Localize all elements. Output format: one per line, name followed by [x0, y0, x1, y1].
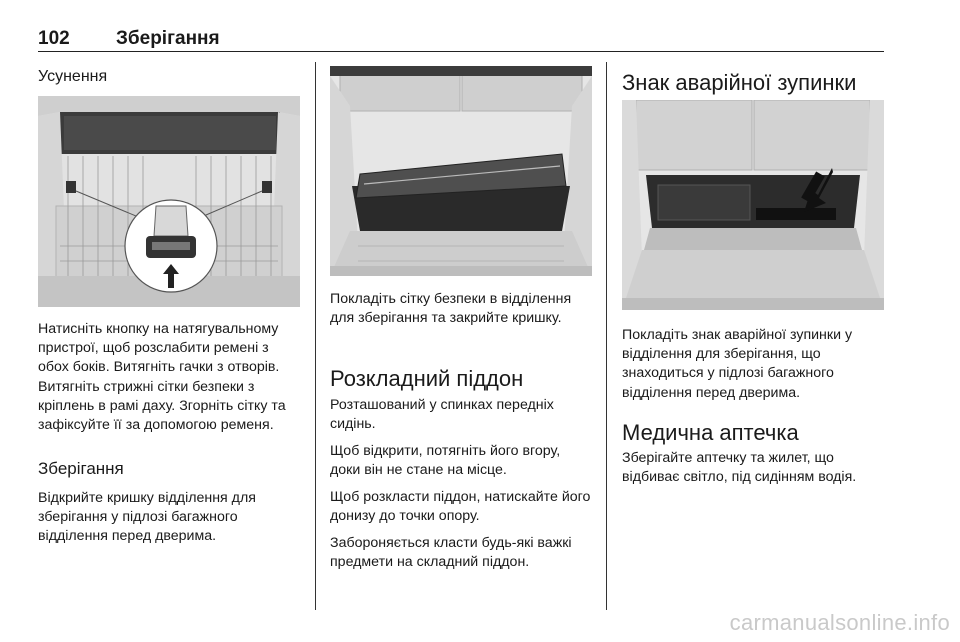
header-rule — [38, 51, 884, 52]
figure-warning-triangle — [622, 100, 884, 310]
section-title-removal: Усунення — [38, 68, 108, 85]
paragraph-tray-fold: Щоб розкласти піддон, натискайте його донизу до точки опору. — [330, 489, 591, 525]
heading-first-aid-kit: Медична аптечка — [622, 420, 799, 445]
figure-safety-net-removal — [38, 96, 300, 307]
paragraph-place-triangle: Покладіть знак аварійної зупинки у відділення для зберігання, що знаходиться у підлозі багажного відділення перед дверима. — [622, 327, 853, 401]
heading-storage: Зберігання — [38, 459, 124, 478]
page-number: 102 — [38, 28, 70, 49]
paragraph-tray-open: Щоб відкрити, потягніть його вгору, доки він не стане на місце. — [330, 443, 561, 479]
column-divider-2 — [606, 62, 607, 610]
paragraph-tray-warning: Забороняється класти будь-які важкі предмети на складний піддон. — [330, 535, 572, 571]
watermark: carmanualsonline.info — [729, 610, 950, 635]
illustration-safety-net-tensioner — [38, 96, 300, 307]
illustration-storage-compartment — [330, 66, 592, 276]
illustration-warning-triangle-compartment — [622, 100, 884, 310]
figure-net-in-compartment — [330, 66, 592, 276]
paragraph-first-aid-kit: Зберігайте аптечку та жилет, що відбиває світло, під сидінням водія. — [622, 450, 857, 486]
heading-folding-tray: Розкладний піддон — [330, 366, 524, 391]
column-divider-1 — [315, 62, 316, 610]
running-title: Зберігання — [116, 28, 220, 49]
paragraph-open-lid: Відкрийте кришку відділення для зберігання у підлозі багажного відділення перед дверима. — [38, 490, 256, 545]
paragraph-tray-location: Розташований у спинках передніх сидінь. — [330, 397, 554, 433]
paragraph-remove-net: Натисніть кнопку на натягувальному пристрої, щоб розслабити ремені з обох боків. Витягніть гачки з отворів. Витягніть стрижні сітки безпеки з кріплень в рамі даху. Згорніть сітку та зафіксуйте її за допомогою ременя. — [38, 321, 286, 434]
heading-warning-triangle: Знак аварійної зупинки — [622, 70, 857, 95]
paragraph-put-net: Покладіть сітку безпеки в відділення для зберігання та закрийте кришку. — [330, 291, 572, 327]
